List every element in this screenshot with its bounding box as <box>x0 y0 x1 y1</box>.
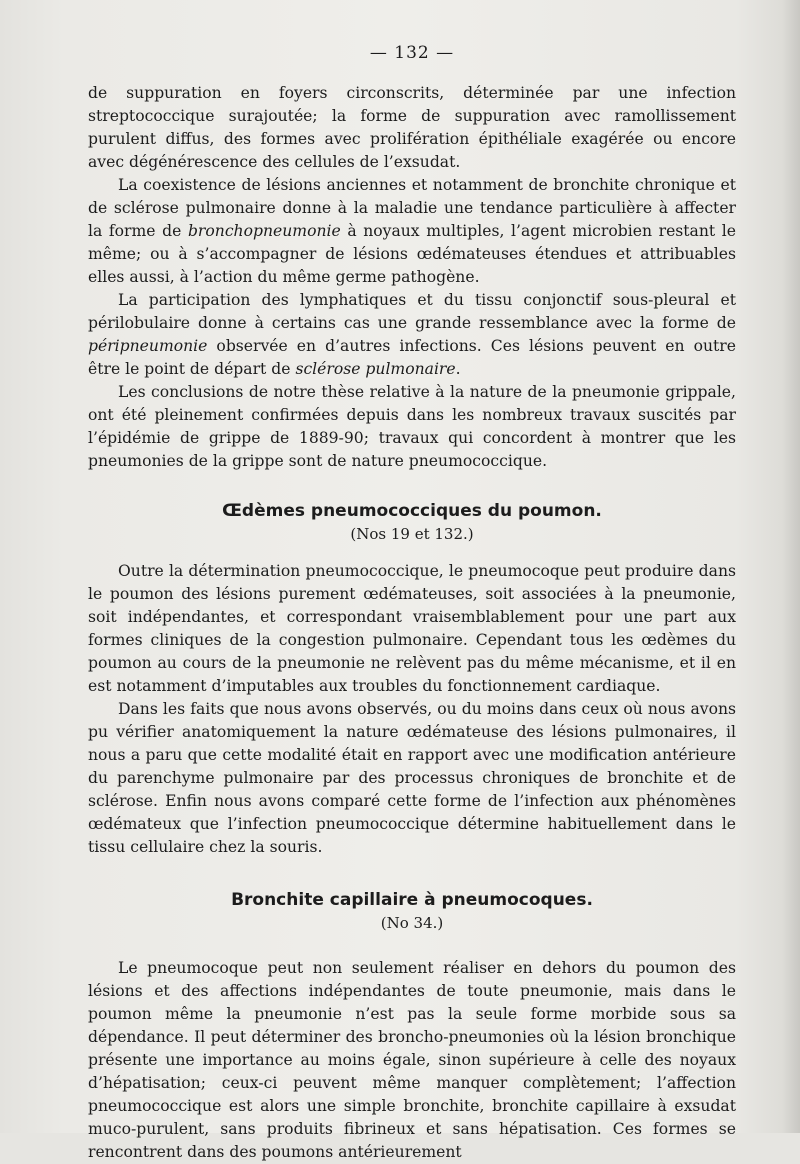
intro-paragraph-2 <box>88 174 736 289</box>
section-ref-bronchite: (No 34.) <box>380 914 444 932</box>
section-title-bronchite: Bronchite capillaire à pneumocoques. <box>231 890 593 910</box>
page-number: — 132 — <box>369 43 455 63</box>
section-ref-oedemes: (Nos 19 et 132.) <box>350 525 474 543</box>
section-title-oedemes: Œdèmes pneumococciques du poumon. <box>222 501 602 521</box>
intro-paragraph-3-text-c: . <box>455 360 461 378</box>
bronchite-paragraph-1: Le pneumocoque peut non seulement réaliser en dehors du poumon des lésions et des affections indépendantes de toute pneumonie, mais dans le poumon même la pneumonie n’est pas la seule forme morbide sous sa dépendance. Il peut déterminer des broncho-pneumonies où la lésion bronchique présente une importance au moins égale, sinon supérieure à celle des noyaux d’hépatisation; ceux-ci peuvent même manquer complètement; l’affection pneumococcique est alors une simple bronchite, bronchite capillaire à exsudat muco-purulent, sans produits fibrineux et sans hépatisation. Ces formes se rencontrent dans des poumons antérieurement <box>88 959 736 1161</box>
oedemes-paragraph-1: Outre la détermination pneumococcique, le pneumocoque peut produire dans le poumon des lésions purement œdémateuses, soit associées à la pneumonie, soit indépendantes, et correspondant vraisemblablement pour une part aux formes cliniques de la congestion pulmonaire. Cependant tous les œdèmes du poumon au cours de la pneumonie ne relèvent pas du même mécanisme, et il en est notamment d’imputables aux troubles du fonctionnement cardiaque. <box>88 562 736 695</box>
intro-paragraph-3-text-b: observée en d’autres infections. Ces lésions peuvent en outre être le point de départ de <box>88 337 736 378</box>
oedemes-paragraph-2: Dans les faits que nous avons observés, ou du moins dans ceux où nous avons pu vérifier anatomiquement la nature œdémateuse des lésions pulmonaires, il nous a paru que cette modalité était en rapport avec une modification antérieure du parenchyme pulmonaire par des processus chroniques de bronchite et de sclérose. Enfin nous avons comparé cette forme de l’infection aux phénomènes œdémateux que l’infection pneumococcique détermine habituellement dans le tissu cellulaire chez la souris. <box>88 700 736 856</box>
text-column <box>88 42 736 1164</box>
term-peripneumonie: péripneumonie <box>88 337 208 355</box>
term-bronchopneumonie: bronchopneumonie <box>187 222 341 240</box>
intro-paragraph-2-text-a: La coexistence de lésions anciennes et notamment de bronchite chronique et de sclérose pulmonaire donne à la maladie une tendance particulière à affecter la forme de <box>88 176 736 240</box>
intro-paragraph-1: de suppuration en foyers circonscrits, déterminée par une infection streptococcique surajoutée; la forme de suppuration avec ramollissement purulent diffus, des formes avec prolifération épithéliale exagérée ou encore avec dégénérescence des cellules de l’exsudat. <box>88 84 736 171</box>
intro-paragraph-3-text-a: La participation des lymphatiques et du tissu conjonctif sous-pleural et périlobulaire donne à certains cas une grande ressemblance avec la forme de <box>88 291 736 332</box>
intro-paragraph-3 <box>88 289 736 381</box>
term-sclerose-pulmonaire: sclérose pulmonaire <box>295 360 456 378</box>
intro-paragraph-2-text-b: à noyaux multiples, l’agent microbien restant le même; ou à s’accompagner de lésions œdémateuses étendues et attribuables elles aussi, à l’action du même germe pathogène. <box>88 222 736 286</box>
page-edge-shadow <box>782 0 800 1133</box>
intro-paragraph-4: Les conclusions de notre thèse relative à la nature de la pneumonie grippale, ont été pleinement confirmées depuis dans les nombreux travaux suscités par l’épidémie de grippe de 1889-90; travaux qui concordent à montrer que les pneumonies de la grippe sont de nature pneumococcique. <box>88 383 736 470</box>
